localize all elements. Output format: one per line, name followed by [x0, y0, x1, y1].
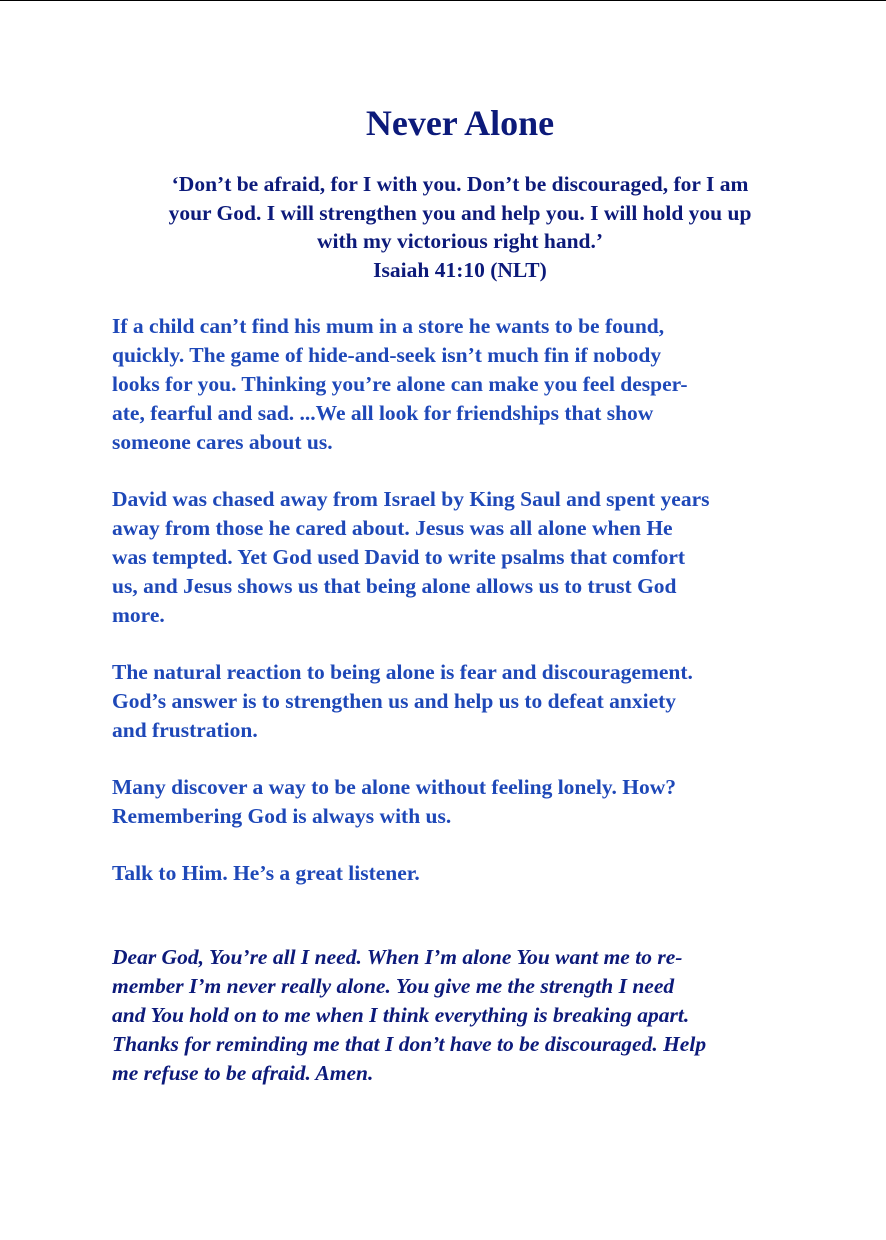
prayer-line: Dear God, You’re all I need. When I’m alone You want me to re- [112, 945, 683, 969]
paragraph-line: was tempted. Yet God used David to write psalms that comfort [112, 545, 686, 569]
paragraph-lost-child [112, 312, 852, 457]
prayer-line: and You hold on to me when I think everything is breaking apart. [112, 1003, 690, 1027]
paragraph-alone-not-lonely [112, 773, 852, 831]
paragraph-line: someone cares about us. [112, 430, 333, 454]
page-title: Never Alone [365, 103, 555, 143]
paragraph-line: Remembering God is always with us. [112, 804, 452, 828]
verse-line: ‘Don’t be afraid, for I with you. Don’t be discouraged, for I am [171, 172, 749, 196]
paragraph-line: away from those he cared about. Jesus was all alone when He [112, 516, 673, 540]
closing-prayer [112, 943, 852, 1088]
paragraph-line: us, and Jesus shows us that being alone allows us to trust God [112, 574, 677, 598]
verse-line: your God. I will strengthen you and help you. I will hold you up [168, 200, 752, 225]
prayer-line: Thanks for reminding me that I don’t have to be discouraged. Help [112, 1032, 707, 1056]
paragraph-line: David was chased away from Israel by King Saul and spent years [112, 487, 710, 511]
devotional-body [112, 312, 852, 916]
paragraph-natural-reaction [112, 658, 852, 745]
paragraph-line: and frustration. [112, 718, 258, 742]
paragraph-line: ate, fearful and sad. ...We all look for friendships that show [112, 401, 654, 425]
prayer-line: me refuse to be afraid. Amen. [112, 1061, 374, 1085]
paragraph-line: If a child can’t find his mum in a store he wants to be found, [112, 314, 665, 338]
paragraph-line: more. [112, 603, 165, 627]
paragraph-talk-to-him [112, 859, 852, 888]
verse-reference: Isaiah 41:10 (NLT) [373, 257, 547, 282]
scripture-verse [0, 170, 886, 284]
paragraph-line: quickly. The game of hide-and-seek isn’t much fin if nobody [112, 343, 662, 367]
paragraph-david-jesus [112, 485, 852, 630]
paragraph-line: The natural reaction to being alone is fear and discouragement. [112, 660, 693, 684]
paragraph-line: Talk to Him. He’s a great listener. [112, 861, 420, 885]
prayer-line: member I’m never really alone. You give me the strength I need [112, 974, 675, 998]
paragraph-line: looks for you. Thinking you’re alone can make you feel desper- [112, 372, 688, 396]
verse-line: with my victorious right hand.’ [316, 229, 604, 253]
paragraph-line: God’s answer is to strengthen us and help us to defeat anxiety [112, 689, 677, 713]
paragraph-line: Many discover a way to be alone without feeling lonely. How? [112, 775, 676, 799]
top-border-line [0, 0, 886, 1]
